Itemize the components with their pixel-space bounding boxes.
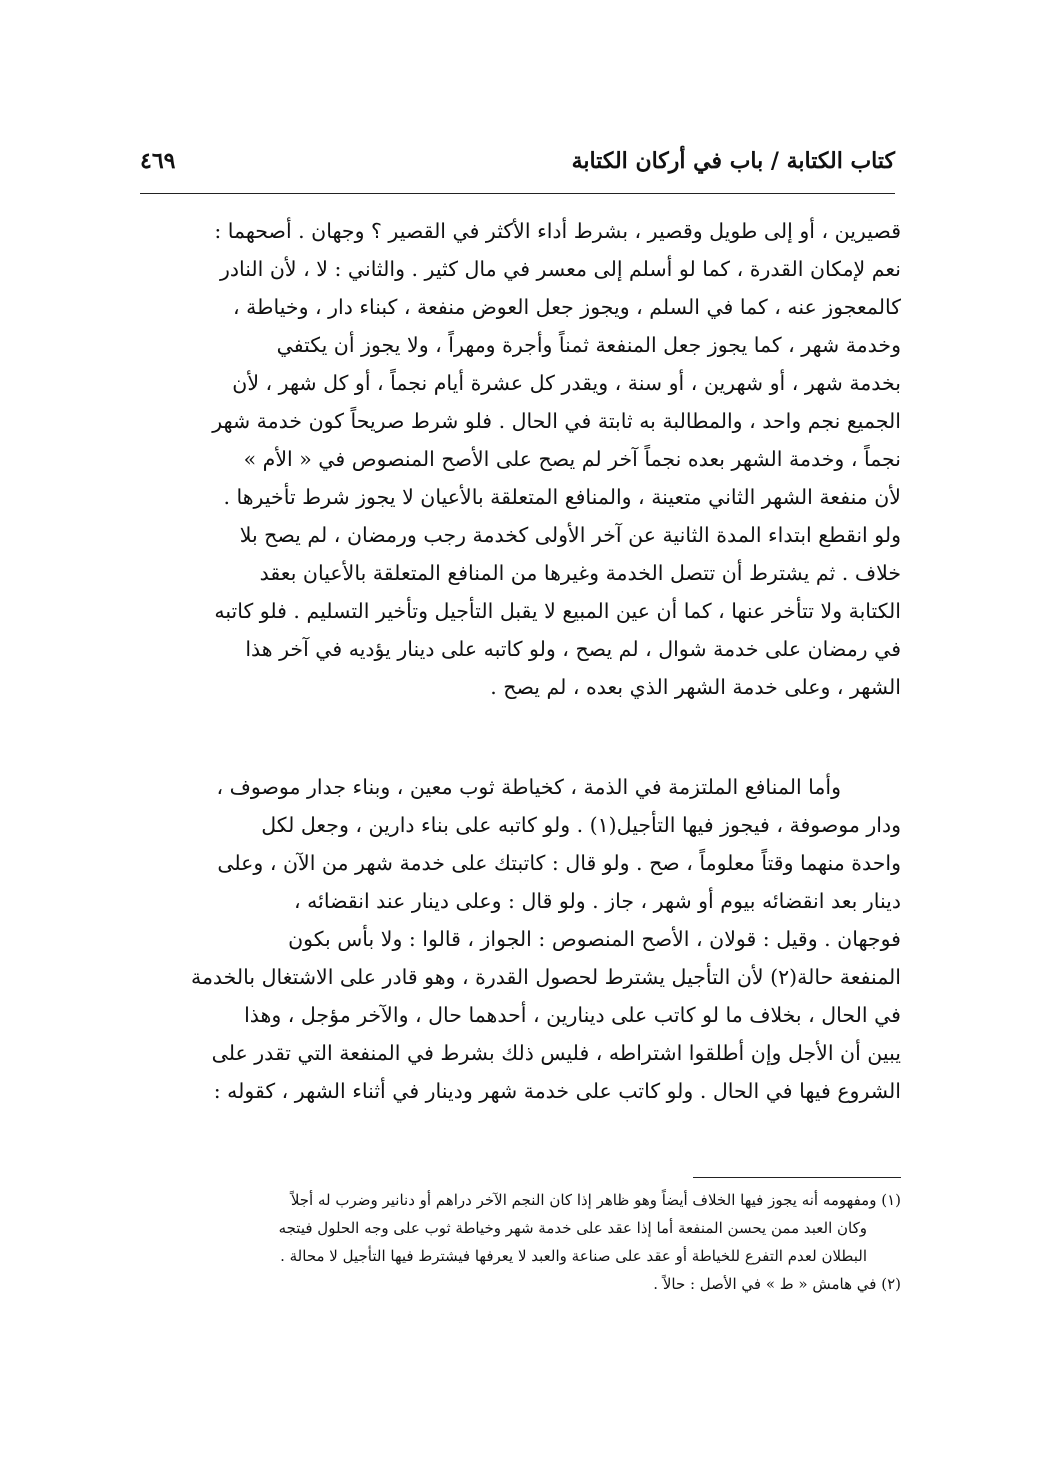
text-line: خلاف . ثم يشترط أن تتصل الخدمة وغيرها من المنافع المتعلقة بالأعيان بعقد (259, 561, 901, 585)
text-line: ولو انقطع ابتداء المدة الثانية عن آخر الأولى كخدمة رجب ورمضان ، لم يصح بلا (239, 523, 901, 547)
text-line: الشهر ، وعلى خدمة الشهر الذي بعده ، لم يصح . (490, 675, 901, 699)
header-title: كتاب الكتابة / باب في أركان الكتابة (571, 148, 895, 174)
text-line: وأما المنافع الملتزمة في الذمة ، كخياطة ثوب معين ، وبناء جدار موصوف ، (216, 775, 841, 799)
text-line: فوجهان . وقيل : قولان ، الأصح المنصوص : الجواز ، قالوا : ولا بأس بكون (288, 927, 901, 951)
footnotes (190, 1186, 901, 1298)
paragraph-2 (163, 768, 901, 1110)
text-line: بخدمة شهر ، أو شهرين ، أو سنة ، ويقدر كل عشرة أيام نجماً ، أو كل شهر ، لأن (232, 371, 901, 395)
footnote-divider (693, 1177, 901, 1178)
header-divider (140, 193, 895, 194)
text-line: الكتابة ولا تتأخر عنها ، كما أن عين المبيع لا يقبل التأجيل وتأخير التسليم . فلو كاتبه (214, 599, 901, 623)
text-line: دينار بعد انقضائه بيوم أو شهر ، جاز . ولو قال : وعلى دينار عند انقضائه ، (294, 889, 901, 913)
text-line: واحدة منهما وقتاً معلوماً ، صح . ولو قال : كاتبتك على خدمة شهر من الآن ، وعلى (217, 851, 901, 875)
footnote-line: وكان العبد ممن يحسن المنفعة أما إذا عقد على خدمة شهر وخياطة ثوب على وجه الحلول فيتجه (278, 1219, 867, 1237)
page-number: ٤٦٩ (140, 148, 176, 174)
text-line: قصيرين ، أو إلى طويل وقصير ، بشرط أداء الأكثر في القصير ؟ وجهان . أصحهما : (214, 219, 901, 243)
text-line: الشروع فيها في الحال . ولو كاتب على خدمة شهر ودينار في أثناء الشهر ، كقوله : (213, 1079, 901, 1103)
text-line: في رمضان على خدمة شوال ، لم يصح ، ولو كاتبه على دينار يؤديه في آخر هذا (245, 637, 901, 661)
text-line: لأن منفعة الشهر الثاني متعينة ، والمنافع المتعلقة بالأعيان لا يجوز شرط تأخيرها . (223, 485, 901, 509)
paragraph-1 (163, 212, 901, 706)
text-line: وخدمة شهر ، كما يجوز جعل المنفعة ثمناً وأجرة ومهراً ، ولا يجوز أن يكتفي (276, 333, 901, 357)
text-line: الجميع نجم واحد ، والمطالبة به ثابتة في الحال . فلو شرط صريحاً كون خدمة شهر (212, 409, 901, 433)
text-line: ودار موصوفة ، فيجوز فيها التأجيل(١) . ولو كاتبه على بناء دارين ، وجعل لكل (261, 813, 901, 837)
text-line: نجماً ، وخدمة الشهر بعده نجماً آخر لم يصح على الأصح المنصوص في « الأم » (243, 447, 901, 471)
footnote-line: البطلان لعدم التفرع للخياطة أو عقد على صناعة والعبد لا يعرفها فيشترط فيها التأجيل لا محالة . (280, 1247, 867, 1265)
text-line: كالمعجوز عنه ، كما في السلم ، ويجوز جعل العوض منفعة ، كبناء دار ، وخياطة ، (233, 295, 901, 319)
text-line: في الحال ، بخلاف ما لو كاتب على دينارين ، أحدهما حال ، والآخر مؤجل ، وهذا (244, 1003, 901, 1027)
running-header (140, 148, 895, 190)
text-line: يبين أن الأجل وإن أطلقوا اشتراطه ، فليس ذلك بشرط في المنفعة التي تقدر على (211, 1041, 901, 1065)
text-line: المنفعة حالة(٢) لأن التأجيل يشترط لحصول القدرة ، وهو قادر على الاشتغال بالخدمة (190, 965, 901, 989)
text-line: نعم لإمكان القدرة ، كما لو أسلم إلى معسر في مال كثير . والثاني : لا ، لأن النادر (219, 257, 901, 281)
footnote-line: (١) ومفهومه أنه يجوز فيها الخلاف أيضاً وهو ظاهر إذا كان النجم الآخر دراهم أو دنانير وضرب له أجلاً (290, 1191, 901, 1209)
footnote-line: (٢) في هامش « ط » في الأصل : حالاً . (653, 1275, 901, 1293)
